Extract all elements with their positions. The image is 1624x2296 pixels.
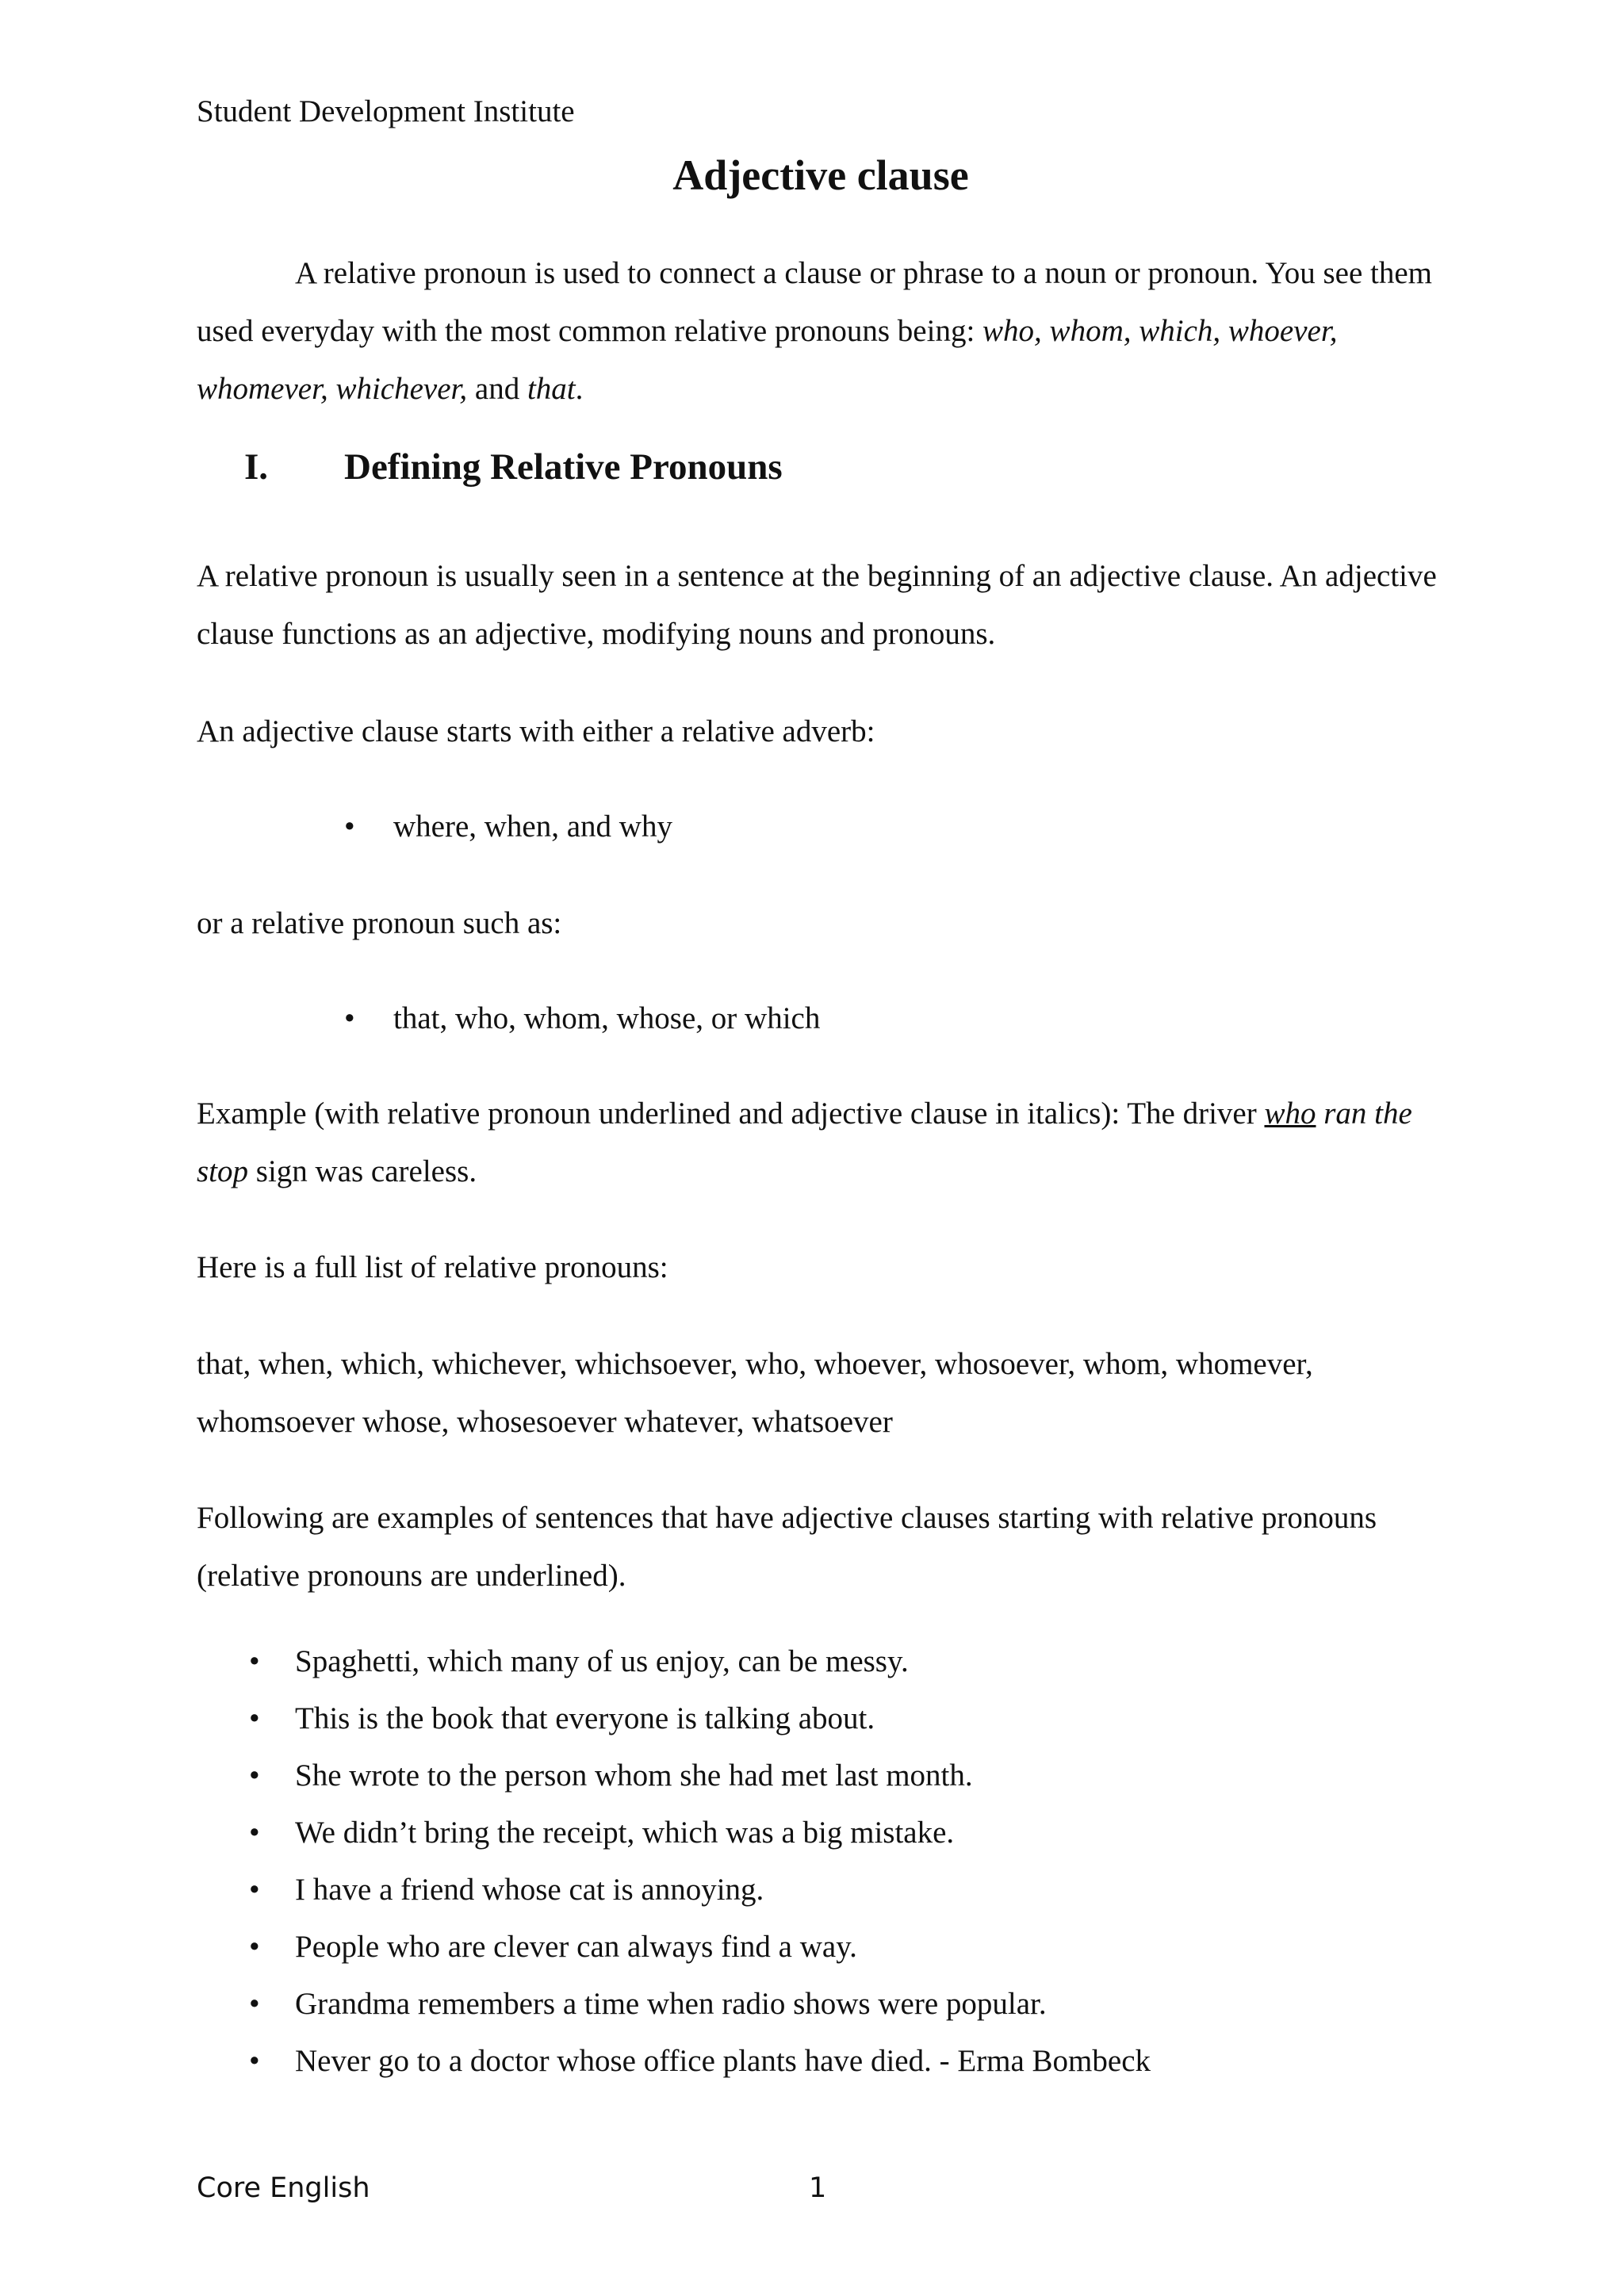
list-item-text: where, when, and why: [393, 809, 672, 844]
list-item-text: that, who, whom, whose, or which: [393, 1001, 821, 1035]
bullet-icon: •: [344, 1001, 355, 1035]
list-item: [249, 1804, 1151, 1862]
section-heading: [244, 446, 783, 488]
pronoun-intro: or a relative pronoun such as:: [197, 906, 562, 940]
example-tail: sign was careless.: [248, 1154, 477, 1188]
list-item-text: Spaghetti, which many of us enjoy, can be messy.: [295, 1644, 909, 1678]
page-title: Adjective clause: [672, 151, 969, 199]
list-item: [249, 2033, 1151, 2090]
examples-list: [249, 1633, 1151, 2090]
list-item: [249, 1747, 1151, 1804]
list-item: [249, 1690, 1151, 1747]
bullet-icon: •: [344, 809, 355, 844]
list-item: [249, 1976, 1151, 2033]
list-item: [344, 798, 672, 855]
list-item: [249, 1862, 1151, 1919]
list-item-text: She wrote to the person whom she had met last month.: [295, 1758, 973, 1793]
footer-page-number: 1: [809, 2172, 827, 2204]
bullet-icon: •: [249, 1930, 260, 1964]
section-title: Defining Relative Pronouns: [344, 446, 783, 488]
list-item: [249, 1919, 1151, 1976]
adverb-intro: An adjective clause starts with either a relative adverb:: [197, 714, 875, 748]
list-item-text: Never go to a doctor whose office plants have died. - Erma Bombeck: [295, 2044, 1151, 2078]
bullet-icon: •: [249, 1758, 260, 1793]
list-item-text: People who are clever can always find a way.: [295, 1930, 857, 1964]
list-item: [249, 1633, 1151, 1690]
footer-course: Core English: [197, 2172, 370, 2204]
adverb-list: [344, 798, 672, 855]
full-list: that, when, which, whichever, whichsoever, who, whoever, whosoever, whom, whomever, whomsoever whose, whosesoever whatever, whatsoever: [197, 1347, 1313, 1439]
bullet-icon: •: [249, 1644, 260, 1678]
bullet-icon: •: [249, 1873, 260, 1907]
list-item-text: Grandma remembers a time when radio shows were popular.: [295, 1987, 1047, 2021]
following-intro: Following are examples of sentences that have adjective clauses starting with relative pronouns (relative pronouns are underlined).: [197, 1501, 1377, 1593]
intro-and: and: [467, 372, 527, 406]
section-number: I.: [244, 446, 269, 488]
page-header: Student Development Institute: [197, 94, 575, 128]
bullet-icon: •: [249, 1987, 260, 2021]
intro-paragraph: [197, 244, 1442, 418]
intro-end: .: [575, 372, 584, 406]
example-paragraph: [197, 1085, 1442, 1200]
example-lead: Example (with relative pronoun underlined and adjective clause in italics): The driver: [197, 1096, 1265, 1131]
bullet-icon: •: [249, 1816, 260, 1850]
intro-italic-that: that: [527, 372, 576, 406]
list-item-text: I have a friend whose cat is annoying.: [295, 1873, 764, 1907]
bullet-icon: •: [249, 1701, 260, 1735]
list-item-text: We didn’t bring the receipt, which was a big mistake.: [295, 1816, 955, 1850]
example-underlined-pronoun: who: [1264, 1096, 1316, 1131]
intro-text: A relative pronoun is used to connect a clause or phrase to a noun or pronoun. You see them used everyday with the most common relative pronouns being:: [197, 256, 1433, 348]
definition-paragraph: A relative pronoun is usually seen in a sentence at the beginning of an adjective clause. An adjective clause functions as an adjective, modifying nouns and pronouns.: [197, 559, 1437, 651]
intro-italic-list: who, whom, which, whoever, whomever, whichever,: [197, 314, 1338, 406]
list-item: [344, 989, 821, 1047]
bullet-icon: •: [249, 2044, 260, 2078]
example-italic-clause: ran the stop: [197, 1096, 1412, 1188]
full-list-intro: Here is a full list of relative pronouns:: [197, 1250, 668, 1284]
list-item-text: This is the book that everyone is talking about.: [295, 1701, 875, 1735]
pronoun-list: [344, 989, 821, 1047]
